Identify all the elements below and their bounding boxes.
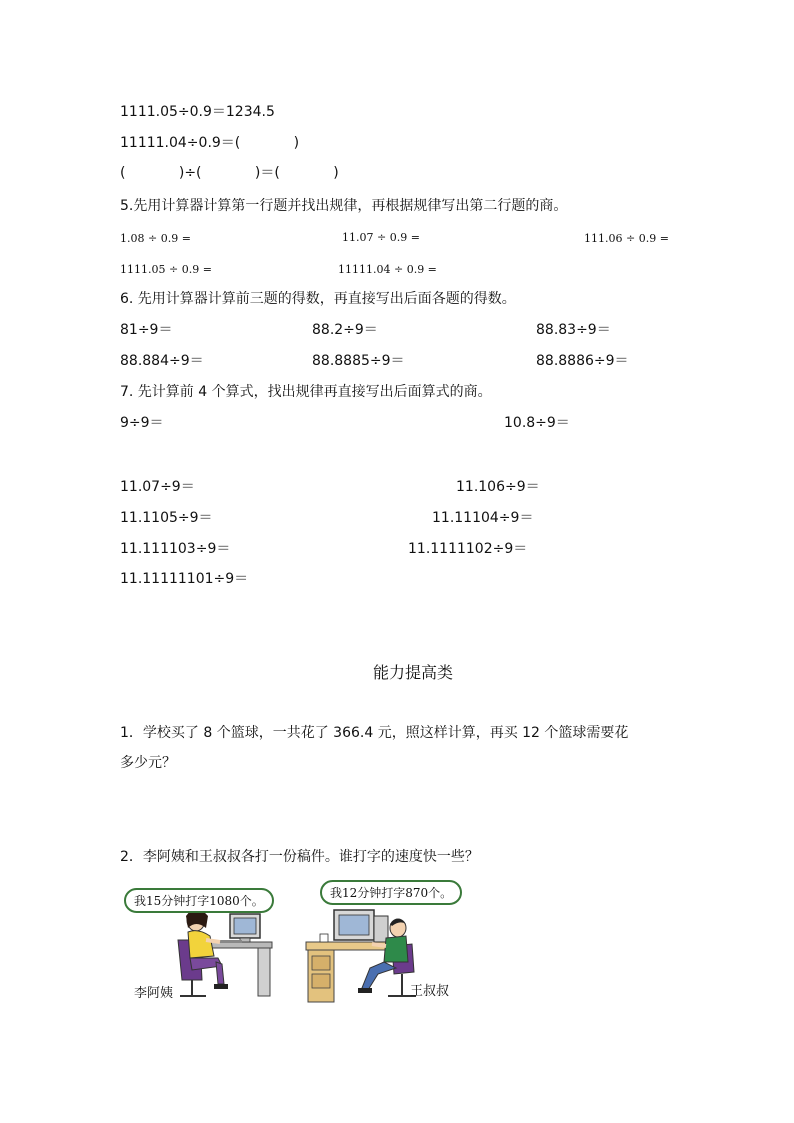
q6-item-4: 88.884÷9＝ xyxy=(120,353,204,369)
speech-bubble-right: 我12分钟打字870个。 xyxy=(320,880,462,905)
section-title: 能力提高类 xyxy=(373,663,454,682)
q7-item-5: 11.1105÷9＝ xyxy=(120,510,213,526)
q7-item-3: 11.07÷9＝ xyxy=(120,479,195,495)
problem-1-line-2: 多少元？ xyxy=(120,755,176,771)
q5-item-5: 11111.04 ÷ 0.9 = xyxy=(338,263,437,276)
q6-item-3: 88.83÷9＝ xyxy=(536,322,611,338)
equation-line-3: ( )÷( )＝( ) xyxy=(120,165,339,181)
caption-wang-shushu: 王叔叔 xyxy=(410,984,450,999)
q6-item-2: 88.2÷9＝ xyxy=(312,322,378,338)
equation-line-2: 11111.04÷0.9＝( ) xyxy=(120,135,300,151)
q5-item-2: 11.07 ÷ 0.9 = xyxy=(342,231,420,244)
q6-item-6: 88.8886÷9＝ xyxy=(536,353,629,369)
q7-item-6: 11.11104÷9＝ xyxy=(432,510,534,526)
q6-item-1: 81÷9＝ xyxy=(120,322,173,338)
q7-item-1: 9÷9＝ xyxy=(120,415,164,431)
question-7-text: 7. 先计算前 4 个算式，找出规律再直接写出后面算式的商。 xyxy=(120,384,492,400)
q7-item-4: 11.106÷9＝ xyxy=(456,479,540,495)
problem-1-line-1: 1．学校买了 8 个篮球，一共花了 366.4 元，照这样计算，再买 12 个篮球需要花 xyxy=(120,725,629,741)
q5-item-3: 111.06 ÷ 0.9 = xyxy=(584,232,669,245)
q7-item-7: 11.111103÷9＝ xyxy=(120,541,231,557)
q7-item-2: 10.8÷9＝ xyxy=(504,415,570,431)
q7-item-8: 11.1111102÷9＝ xyxy=(408,541,528,557)
caption-li-ayi: 李阿姨 xyxy=(134,986,174,1001)
problem-2-text: 2．李阿姨和王叔叔各打一份稿件。谁打字的速度快一些？ xyxy=(120,849,479,865)
q5-item-4: 1111.05 ÷ 0.9 = xyxy=(120,263,212,276)
q7-item-9: 11.11111101÷9＝ xyxy=(120,571,249,587)
q5-item-1: 1.08 ÷ 0.9 = xyxy=(120,232,191,245)
q6-item-5: 88.8885÷9＝ xyxy=(312,353,405,369)
question-6-text: 6. 先用计算器计算前三题的得数，再直接写出后面各题的得数。 xyxy=(120,291,516,307)
equation-line-1: 1111.05÷0.9＝1234.5 xyxy=(120,104,275,120)
question-5-text: 5.先用计算器计算第一行题并找出规律，再根据规律写出第二行题的商。 xyxy=(120,198,568,214)
speech-bubble-left: 我15分钟打字1080个。 xyxy=(124,888,274,913)
